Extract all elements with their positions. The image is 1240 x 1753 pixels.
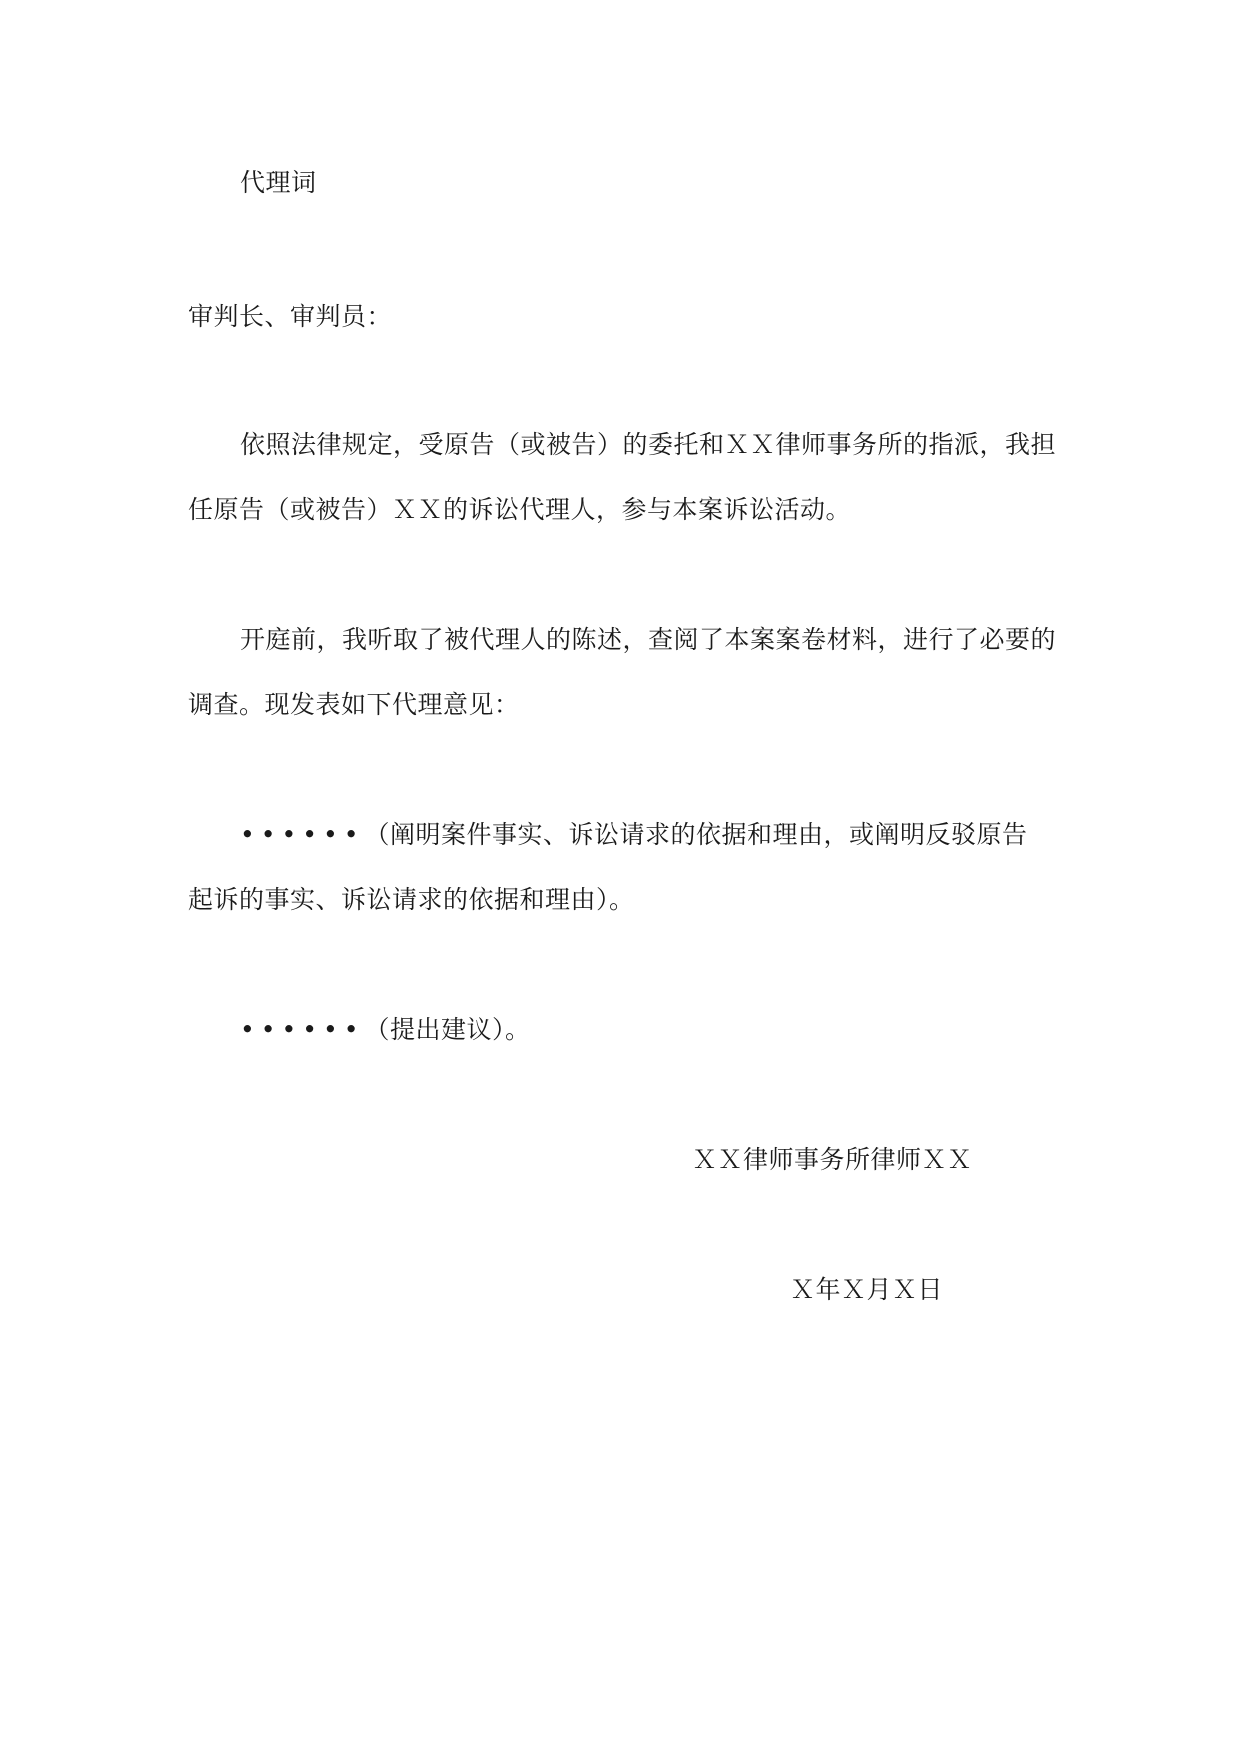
paragraph-2-line-2: 调查。现发表如下代理意见： [188,690,520,719]
paragraph-3-text: （阐明案件事实、诉讼请求的依据和理由，或阐明反驳原告 [364,820,1028,849]
paragraph-1-line-2: 任原告（或被告）ＸＸ的诉讼代理人，参与本案诉讼活动。 [188,495,852,524]
paragraph-3-line-1 [240,820,1028,850]
paragraph-3-line-2: 起诉的事实、诉讼请求的依据和理由）。 [188,885,635,914]
paragraph-1-line-1: 依照法律规定，受原告（或被告）的委托和ＸＸ律师事务所的指派，我担 [240,430,1057,459]
ellipsis-dots: •••••• [240,1015,365,1044]
signer: ＸＸ律师事务所律师ＸＸ [692,1145,973,1174]
paragraph-4 [240,1015,531,1045]
document-title: 代理词 [240,168,317,197]
paragraph-2-line-1: 开庭前，我听取了被代理人的陈述，查阅了本案案卷材料，进行了必要的 [240,625,1057,654]
salutation: 审判长、审判员： [188,302,393,331]
ellipsis-dots: •••••• [240,820,365,849]
paragraph-4-text: （提出建议）。 [364,1015,531,1044]
date: Ｘ年Ｘ月Ｘ日 [790,1275,944,1304]
